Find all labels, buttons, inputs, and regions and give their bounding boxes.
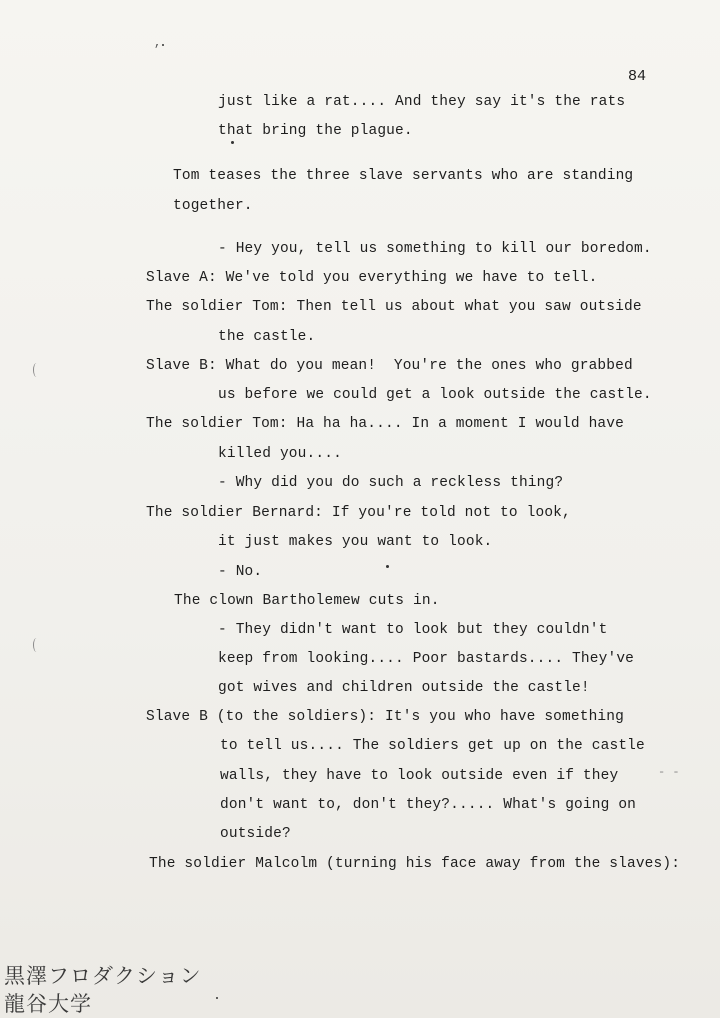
script-line: just like a rat.... And they say it's the rats [218, 94, 626, 110]
script-line: - Why did you do such a reckless thing? [218, 475, 564, 491]
script-line: walls, they have to look outside even if they [220, 768, 619, 784]
watermark-line-1: 黒澤フロダクション [4, 964, 202, 988]
dialogue-line: The soldier Malcolm (turning his face away from the slaves): [149, 856, 681, 872]
stage-direction: Tom teases the three slave servants who are standing [173, 168, 634, 184]
script-line: us before we could get a look outside the castle. [218, 387, 652, 403]
watermark-line-2: 龍谷大学 [4, 992, 92, 1016]
script-line: - They didn't want to look but they couldn't [218, 622, 608, 638]
dialogue-line: The soldier Bernard: If you're told not to look, [146, 505, 571, 521]
dialogue-line: Slave B (to the soldiers): It's you who have something [146, 709, 624, 725]
dialogue-line: The soldier Tom: Ha ha ha.... In a moment I would have [146, 416, 624, 432]
script-line: it just makes you want to look. [218, 534, 493, 550]
page-number: 84 [628, 68, 647, 85]
dialogue-line: The soldier Tom: Then tell us about what you saw outside [146, 299, 642, 315]
script-line: don't want to, don't they?..... What's going on [220, 797, 637, 813]
punch-hole-mark [33, 638, 40, 652]
stray-mark: , [154, 36, 162, 50]
dialogue-line: Slave B: What do you mean! You're the ones who grabbed [146, 358, 633, 374]
dialogue-line: Slave A: We've told you everything we have to tell. [146, 270, 598, 286]
script-line: - No. [218, 564, 263, 580]
script-line: got wives and children outside the castle! [218, 680, 590, 696]
stage-direction: together. [173, 198, 253, 214]
script-line: killed you.... [218, 446, 342, 462]
script-line: to tell us.... The soldiers get up on the castle [220, 738, 645, 754]
stray-mark: - - [658, 765, 680, 779]
script-line: - Hey you, tell us something to kill our boredom. [218, 241, 652, 257]
script-line: the castle. [218, 329, 316, 345]
script-line: keep from looking.... Poor bastards.... They've [218, 651, 635, 667]
punch-hole-mark [33, 363, 40, 377]
script-line: that bring the plague. [218, 123, 413, 139]
ink-speck [386, 565, 389, 568]
stage-direction: The clown Bartholemew cuts in. [174, 593, 440, 609]
ink-speck [216, 997, 218, 999]
ink-speck [231, 141, 234, 144]
ink-speck [162, 44, 164, 46]
script-line: outside? [220, 826, 291, 842]
